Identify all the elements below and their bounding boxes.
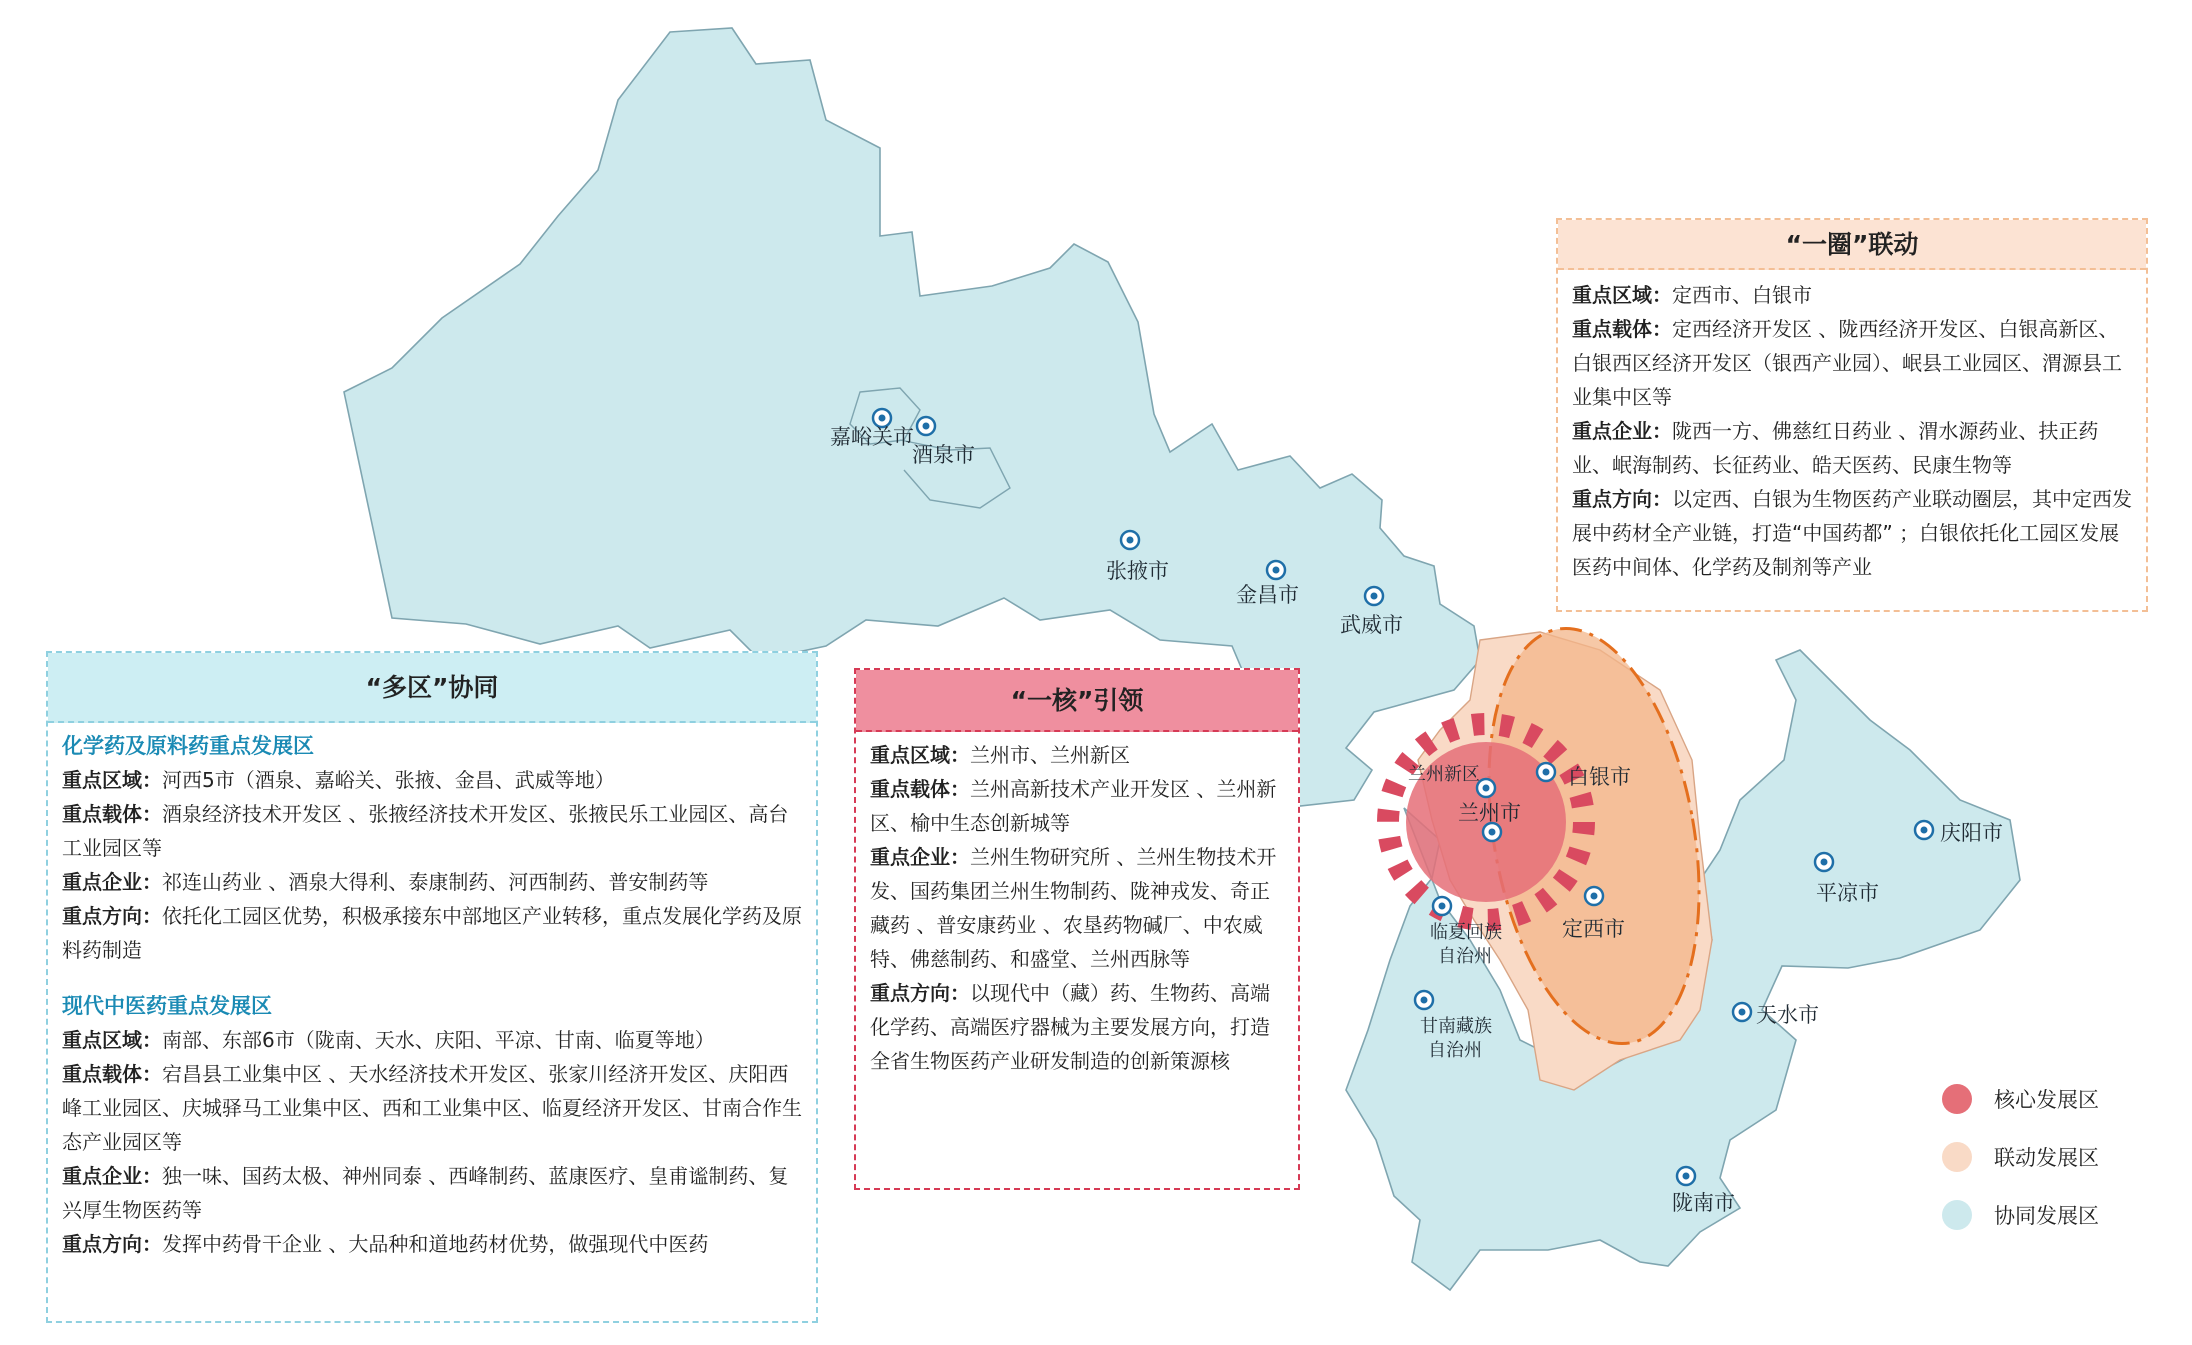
legend-swatch-collab bbox=[1942, 1200, 1972, 1230]
tcm-zone-carrier: 重点载体：宕昌县工业集中区 、天水经济技术开发区、张家川经济开发区、庆阳西峰工业园区、庆城驿马工业集中区、西和工业集中区、临夏经济开发区、甘南合作生态产业园区等 bbox=[62, 1062, 802, 1154]
panel-multi-zone bbox=[46, 651, 818, 1323]
legend-label-core: 核心发展区 bbox=[1994, 1088, 2099, 1112]
legend-item-core bbox=[1942, 1070, 2099, 1128]
legend bbox=[1942, 1070, 2099, 1244]
panel-one-circle-title: “一圈”联动 bbox=[1558, 220, 2146, 270]
city-label-lanzhou-xinqu: 兰州新区 bbox=[1408, 764, 1480, 785]
legend-label-collab: 协同发展区 bbox=[1994, 1204, 2099, 1228]
chem-zone-carrier: 重点载体：酒泉经济技术开发区 、张掖经济技术开发区、张掖民乐工业园区、高台工业园区等 bbox=[62, 802, 789, 860]
city-label-jinchang: 金昌市 bbox=[1236, 583, 1299, 607]
city-label-gannan-1: 甘南藏族 bbox=[1420, 1016, 1492, 1037]
tcm-zone-direction: 重点方向：发挥中药骨干企业 、大品种和道地药材优势，做强现代中医药 bbox=[62, 1232, 709, 1256]
tcm-zone-heading: 现代中医药重点发展区 bbox=[62, 994, 272, 1018]
city-label-gannan-2: 自治州 bbox=[1428, 1040, 1482, 1061]
city-label-longnan: 陇南市 bbox=[1672, 1191, 1735, 1215]
panel-one-core bbox=[854, 668, 1300, 1190]
city-label-zhangye: 张掖市 bbox=[1106, 559, 1169, 583]
city-label-qingyang: 庆阳市 bbox=[1940, 821, 2003, 845]
circle-area: 重点区域：定西市、白银市 bbox=[1572, 283, 1812, 307]
circle-enterprise: 重点企业：陇西一方、佛慈红日药业 、渭水源药业、扶正药业、岷海制药、长征药业、皓天医药、民康生物等 bbox=[1572, 419, 2099, 477]
panel-one-circle bbox=[1556, 218, 2148, 612]
city-label-tianshui: 天水市 bbox=[1756, 1003, 1819, 1027]
panel-multi-zone-title: “多区”协同 bbox=[48, 653, 816, 723]
core-enterprise: 重点企业：兰州生物研究所 、兰州生物技术开发、国药集团兰州生物制药、陇神戎发、奇正藏药 、普安康药业 、农垦药物碱厂、中农威特、佛慈制药、和盛堂、兰州西脉等 bbox=[870, 845, 1277, 971]
panel-one-core-title: “一核”引领 bbox=[856, 670, 1298, 732]
city-label-linxia-1: 临夏回族 bbox=[1430, 922, 1502, 943]
chem-zone-area: 重点区域：河西5市（酒泉、嘉峪关、张掖、金昌、武威等地） bbox=[62, 768, 615, 792]
city-label-lanzhou: 兰州市 bbox=[1458, 801, 1521, 825]
city-label-jiuquan: 酒泉市 bbox=[912, 443, 975, 467]
circle-carrier: 重点载体：定西经济开发区 、陇西经济开发区、白银高新区、白银西区经济开发区（银西产业园）、岷县工业园区、渭源县工业集中区等 bbox=[1572, 317, 2122, 409]
city-label-pingliang: 平凉市 bbox=[1816, 881, 1879, 905]
chem-zone-heading: 化学药及原料药重点发展区 bbox=[62, 734, 314, 758]
legend-swatch-linked bbox=[1942, 1142, 1972, 1172]
core-direction: 重点方向：以现代中（藏）药、生物药、高端化学药、高端医疗器械为主要发展方向，打造全省生物医药产业研发制造的创新策源核 bbox=[870, 981, 1270, 1073]
circle-direction: 重点方向：以定西、白银为生物医药产业联动圈层，其中定西发展中药材全产业链，打造“中国药都” ；白银依托化工园区发展医药中间体、化学药及制剂等产业 bbox=[1572, 487, 2132, 579]
legend-label-linked: 联动发展区 bbox=[1994, 1146, 2099, 1170]
legend-item-linked bbox=[1942, 1128, 2099, 1186]
chem-zone-direction: 重点方向：依托化工园区优势，积极承接东中部地区产业转移，重点发展化学药及原料药制造 bbox=[62, 904, 802, 962]
city-label-linxia-2: 自治州 bbox=[1438, 946, 1492, 967]
core-carrier: 重点载体：兰州高新技术产业开发区 、兰州新区、榆中生态创新城等 bbox=[870, 777, 1277, 835]
city-label-dingxi: 定西市 bbox=[1562, 917, 1625, 941]
tcm-zone-enterprise: 重点企业：独一味、国药太极、神州同泰 、西峰制药、蓝康医疗、皇甫谧制药、复兴厚生物医药等 bbox=[62, 1164, 789, 1222]
tcm-zone-area: 重点区域：南部、东部6市（陇南、天水、庆阳、平凉、甘南、临夏等地） bbox=[62, 1028, 715, 1052]
city-label-baiyin: 白银市 bbox=[1568, 765, 1631, 789]
chem-zone-enterprise: 重点企业：祁连山药业 、酒泉大得利、泰康制药、河西制药、普安制药等 bbox=[62, 870, 709, 894]
core-area: 重点区域：兰州市、兰州新区 bbox=[870, 743, 1130, 767]
city-label-wuwei: 武威市 bbox=[1340, 613, 1403, 637]
city-label-jiayuguan: 嘉峪关市 bbox=[830, 425, 914, 449]
legend-swatch-core bbox=[1942, 1084, 1972, 1114]
legend-item-collab bbox=[1942, 1186, 2099, 1244]
